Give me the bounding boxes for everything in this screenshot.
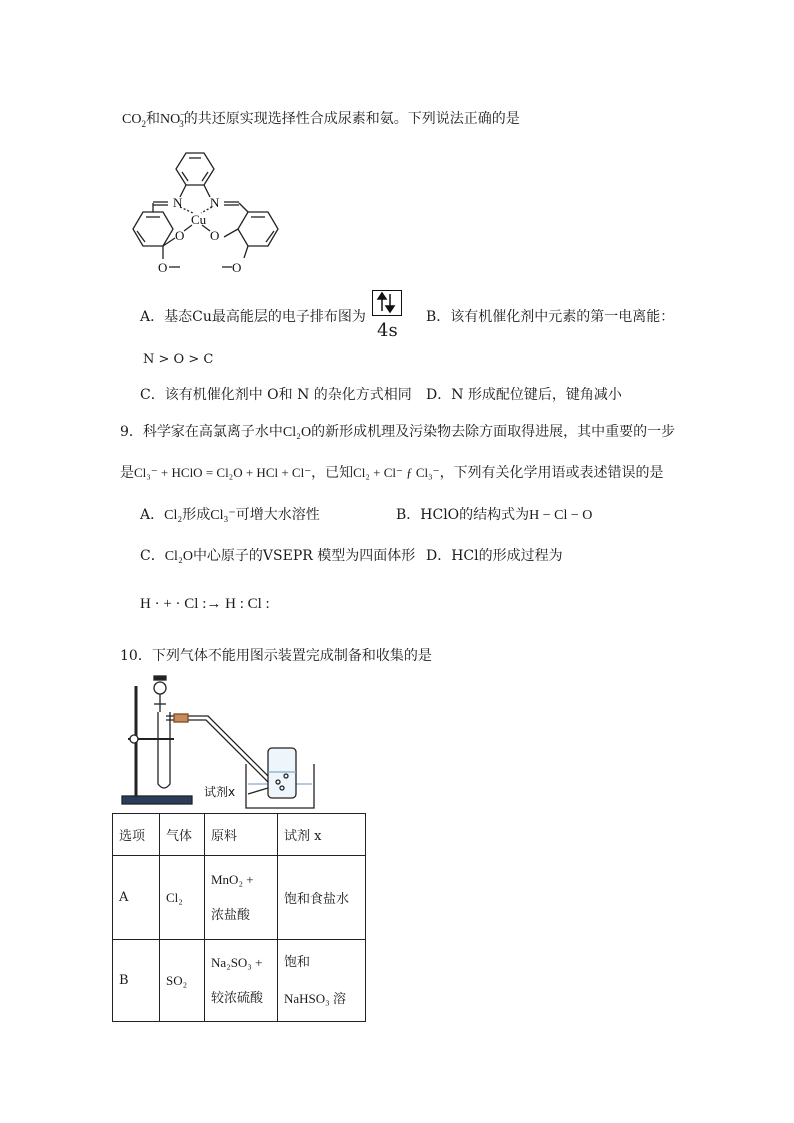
orbital-label: 4s [377, 320, 398, 341]
and-text: 和 [145, 111, 160, 127]
row-a-gas: Cl₂ [160, 856, 205, 940]
gas-apparatus-diagram [118, 672, 318, 812]
q10-title: 10．下列气体不能用图示装置完成制备和收集的是 [120, 648, 432, 664]
q9-option-a: A．Cl₂形成Cl₃⁻可增大水溶性 [140, 507, 320, 523]
row-b-material: Na₂SO₃ + 较浓硫酸 [205, 940, 278, 1022]
q8-option-d: D．N 形成配位键后，键角减小 [426, 387, 622, 403]
atom-n-left: N [173, 195, 183, 210]
table-header-row [113, 814, 366, 856]
table-row [113, 940, 366, 1022]
options-table [112, 813, 366, 1022]
q8-option-b-value: N > O > C [143, 352, 214, 367]
q9-line-2: 是Cl₃⁻ + HClO = Cl₂O + HCl + Cl⁻，已知Cl₂ + Cl⁻ ƒ Cl₃⁻，下列有关化学用语或表述错误的是 [120, 465, 664, 481]
no3-formula: $NO^-_3$ [159, 109, 186, 129]
atom-o-left: O [175, 228, 185, 243]
orbital-box [372, 290, 402, 316]
row-b-gas: SO₂ [160, 940, 205, 1022]
row-a-reagent: 饱和食盐水 [278, 856, 366, 940]
q8-option-a: A．基态Cu最高能层的电子排布图为 [140, 309, 366, 325]
co2-formula: $CO_2$ [122, 112, 146, 129]
q9-line-1: 9．科学家在高氯离子水中Cl₂O的新形成机理及污染物去除方面取得进展，其中重要的一步 [120, 424, 676, 440]
header-option: 选项 [113, 814, 160, 856]
header-material: 原料 [205, 814, 278, 856]
row-a-material: MnO₂ + 浓盐酸 [205, 856, 278, 940]
rubber-connector [174, 714, 188, 722]
lewis-formation: H · + · Cl :→ H : Cl : [140, 596, 270, 612]
q8-option-b: B．该有机催化剂中元素的第一电离能： [426, 309, 675, 325]
intro-text: 的共还原实现选择性合成尿素和氨。下列说法正确的是 [183, 111, 520, 127]
arrows-up-down-icon [373, 291, 400, 314]
methoxy-o-left: O [158, 260, 168, 275]
q9-option-c: C．Cl₂O中心原子的VSEPR 模型为四面体形 [140, 548, 416, 564]
catalyst-structure-diagram [118, 145, 288, 275]
q9-option-b: B．HClO的结构式为H − Cl − O [396, 507, 593, 523]
q9-option-d: D．HCl的形成过程为 [426, 548, 563, 564]
atom-cu: Cu [191, 212, 207, 227]
row-b-reagent: 饱和 NaHSO₃ 溶 [278, 940, 366, 1022]
atom-o-right: O [210, 228, 220, 243]
atom-n-right: N [210, 195, 220, 210]
methoxy-o-right: O [232, 260, 242, 275]
row-a-option: A [113, 856, 160, 940]
test-tube [158, 712, 170, 788]
q8-option-c: C．该有机催化剂中 O和 N 的杂化方式相同 [140, 387, 412, 403]
intro-line [122, 108, 520, 128]
stand-base [122, 796, 192, 804]
header-reagent: 试剂 x [278, 814, 366, 856]
reagent-label: 试剂x [204, 785, 236, 799]
header-gas: 气体 [160, 814, 205, 856]
row-b-option: B [113, 940, 160, 1022]
table-row [113, 856, 366, 940]
